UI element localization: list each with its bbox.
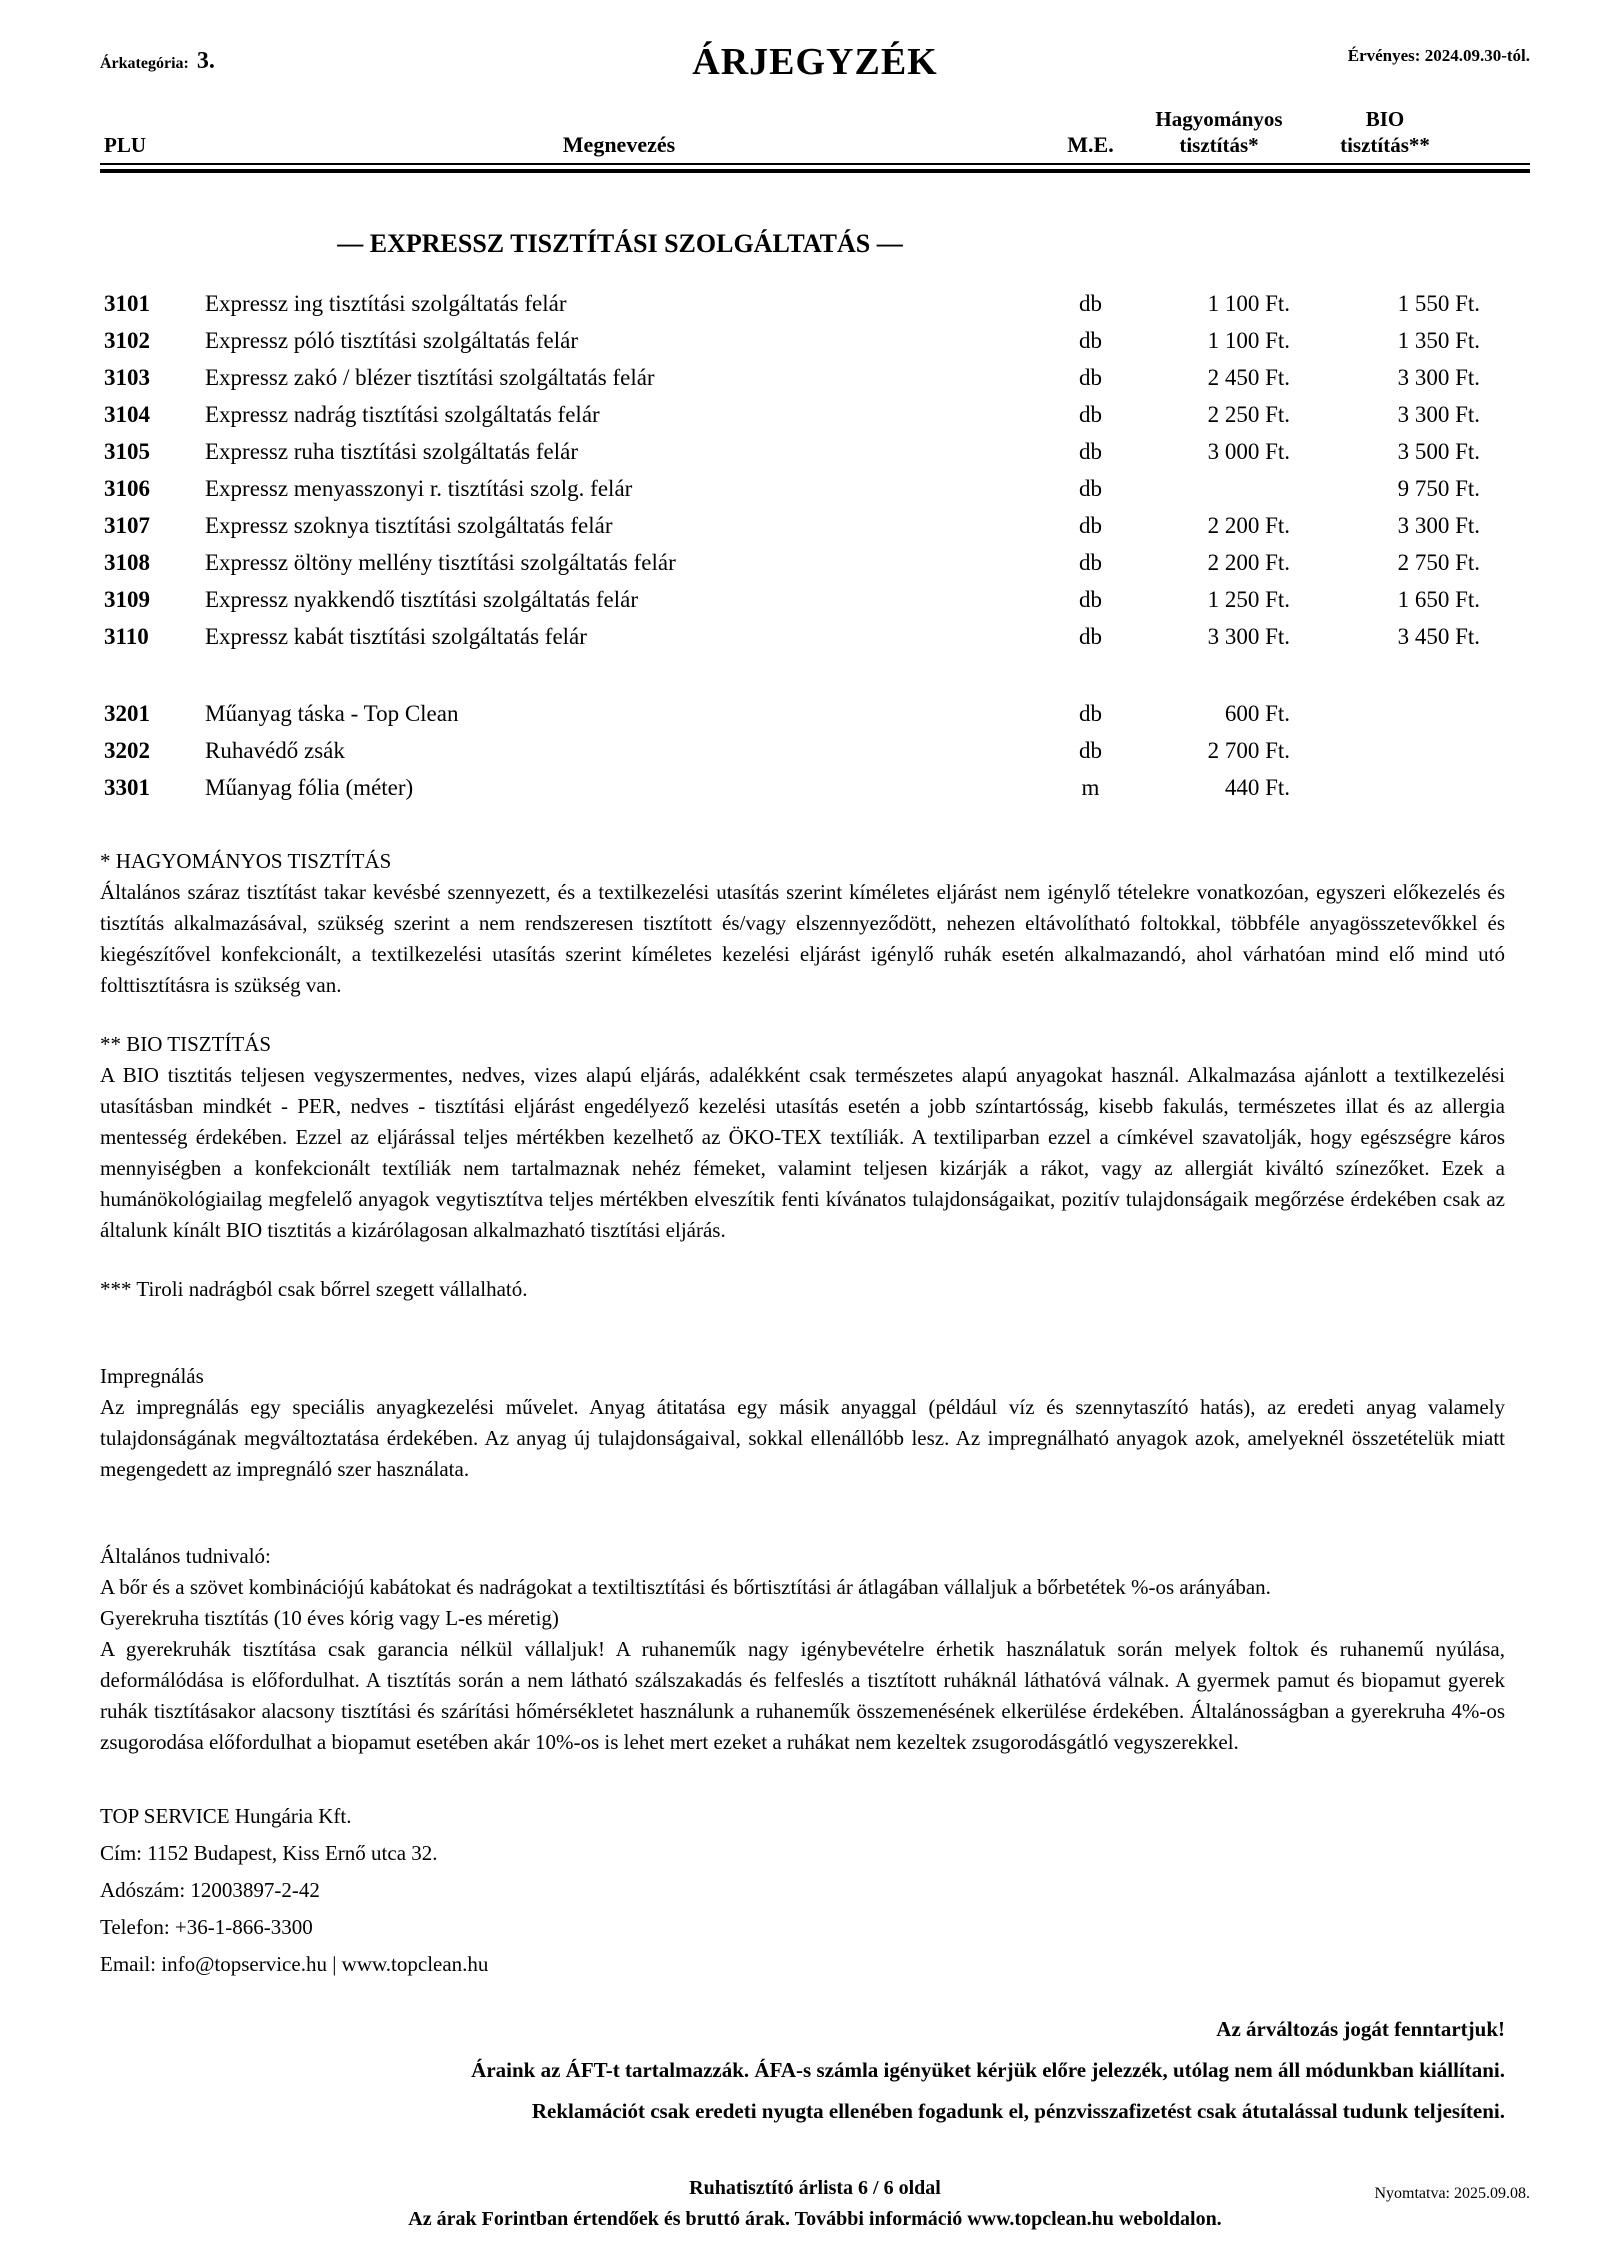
row-name: Expressz nadrág tisztítási szolgáltatás felár — [205, 402, 600, 427]
page-title: ÁRJEGYZÉK — [692, 41, 938, 83]
note-bio-title: ** BIO TISZTÍTÁS — [100, 1032, 272, 1056]
row-plu: 3201 — [104, 701, 150, 726]
note-general-line1: A bőr és a szövet kombinációjú kabátokat és nadrágokat a textiltisztítási és bőrtisztítási ár átlagában vállaljuk a bőrbetétek %-os arányában. — [100, 1575, 1271, 1599]
row-name: Expressz szoknya tisztítási szolgáltatás felár — [205, 513, 613, 538]
note-bio-cleaning — [100, 1029, 1505, 1246]
row-plu: 3103 — [104, 365, 150, 390]
table-row — [100, 544, 1530, 581]
row-bio-price: 1 550 Ft. — [1397, 291, 1480, 316]
note-impregnation-title: Impregnálás — [100, 1364, 204, 1388]
table-row — [100, 285, 1530, 322]
table-row — [100, 322, 1530, 359]
row-name: Műanyag fólia (méter) — [205, 775, 414, 800]
note-bio-body: A BIO tisztitás teljesen vegyszermentes, nedves, vizes alapú eljárás, adalékként csak természetes alapú anyagokat használ. Alkalmazása ajánlott a textilkezelési utasításban mindkét - PER, nedves - tisztítási eljárást engedélyező kezelési utasítás esetén a jobb színtartósság, kisebb fakulás, természetes illat és az allergia mentesség érdekében. Ezzel az eljárással teljes mértékben kezelhető az ÖKO-TEX textíliák. A textiliparban ezzel a címkével szavatolják, hogy egészségre káros mennyiségben a konfekcionált textíliák nem tartalmaznak nehéz fémeket, valamint teljesen kizárják a rákot, vagy az allergiát kiváltó színezőket. Ezek a humánökológiailag megfelelő anyagok vegytisztítva teljes mértékben elveszítik fenti kívánatos tulajdonságaikat, pozitív tulajdonságaik megőrzése érdekében csak az általunk kínált BIO tisztitás a kizárólagosan alkalmazható tisztítási eljárás. — [100, 1063, 1505, 1242]
col-header-traditional-line1: Hagyományos — [1155, 107, 1283, 131]
row-bio-price: 1 650 Ft. — [1397, 587, 1480, 612]
row-bio-price — [1290, 732, 1530, 769]
col-header-name: Megnevezés — [562, 132, 676, 157]
row-plu: 3101 — [104, 291, 150, 316]
col-header-traditional-line2: tisztítás* — [1179, 133, 1259, 157]
row-unit: db — [1079, 402, 1102, 427]
row-name: Expressz póló tisztítási szolgáltatás felár — [205, 328, 578, 353]
table-row — [100, 732, 1530, 769]
row-plu: 3108 — [104, 550, 150, 575]
table-row — [100, 396, 1530, 433]
note-traditional-body: Általános száraz tisztítást takar kevésbé szennyezett, és a textilkezelési utasítás szerint kíméletes eljárást nem igénylő tételekre vonatkozóan, egyszeri előkezelés és tisztítás alkalmazásával, szükség szerint a nem rendszeresen tisztított és/vagy elszennyeződött, nehezen eltávolítható foltokkal, többféle anyagösszetevőkkel és kiegészítővel konfekcionált, a textilkezelési utasítás szerint kíméletes kezelési eljárást igénylő ruhák esetén alkalmazandó, ahol várhatóan mind elő mind utó folttisztításra is szükség van. — [100, 880, 1505, 997]
row-traditional-price: 1 100 Ft. — [1207, 291, 1290, 316]
col-header-unit: M.E. — [1067, 132, 1114, 157]
row-bio-price: 3 450 Ft. — [1397, 624, 1480, 649]
row-bio-price: 1 350 Ft. — [1397, 328, 1480, 353]
note-general-body: A gyerekruhák tisztítása csak garancia nélkül vállaljuk! A ruhaneműk nagy igénybevételre érhetik használatuk során melyek foltok és ruhanemű nyúlása, deformálódása is előfordulhat. A tisztítás során a nem látható szálszakadás és felfeslés a tisztított ruháknál láthatóvá válnak. A gyermek pamut és biopamut gyerek ruhák tisztításakor alacsony tisztítási és szárítási hőmérsékletet használunk a ruhaneműk összemenésének elkerülése érdekében. Általánosságban a gyerekruha 4%-os zsugorodása előfordulhat a biopamut esetében akár 10%-os is lehet mert ezeket a ruhákat nem kezeltek zsugorodásgátló vegyszerekkel. — [100, 1637, 1505, 1754]
company-info — [100, 1798, 1530, 1983]
footer-printed-date: Nyomtatva: 2025.09.08. — [1374, 2185, 1530, 2202]
row-traditional-price: 2 450 Ft. — [1207, 365, 1290, 390]
price-table — [100, 285, 1530, 655]
row-unit: db — [1079, 291, 1102, 316]
row-plu: 3105 — [104, 439, 150, 464]
company-phone: Telefon: +36-1-866-3300 — [100, 1915, 313, 1939]
row-unit: db — [1079, 738, 1102, 763]
row-unit: db — [1079, 513, 1102, 538]
row-plu: 3106 — [104, 476, 150, 501]
table-row — [100, 769, 1530, 806]
row-unit: db — [1079, 701, 1102, 726]
col-header-traditional — [1148, 106, 1290, 158]
note-impregnation-body: Az impregnálás egy speciális anyagkezelési művelet. Anyag átitatása egy másik anyaggal (például víz és szennytaszító hatás), az eredeti anyag valamely tulajdonságának megváltoztatása érdekében. Az anyag új tulajdonságaival, sokkal ellenállóbb lesz. Az impregnálható anyagok azok, amelyeknél összetételük miatt megengedett az impregnáló szer használata. — [100, 1395, 1505, 1481]
row-name: Expressz nyakkendő tisztítási szolgáltatás felár — [205, 587, 639, 612]
row-plu: 3202 — [104, 738, 150, 763]
row-traditional-price — [1148, 470, 1290, 507]
row-bio-price: 3 300 Ft. — [1397, 513, 1480, 538]
table-row — [100, 618, 1530, 655]
page-header — [100, 40, 1530, 104]
footer-price-note: Az árak Forintban értendőek és bruttó árak. További információ www.topclean.hu weboldalon. — [408, 2208, 1222, 2230]
note-traditional-cleaning — [100, 846, 1505, 1001]
row-unit: m — [1081, 775, 1100, 800]
row-traditional-price: 2 200 Ft. — [1207, 550, 1290, 575]
table-row — [100, 695, 1530, 732]
row-name: Expressz ing tisztítási szolgáltatás felár — [205, 291, 567, 316]
row-plu: 3104 — [104, 402, 150, 427]
row-bio-price: 3 300 Ft. — [1397, 365, 1480, 390]
row-plu: 3107 — [104, 513, 150, 538]
table-row — [100, 470, 1530, 507]
company-name: TOP SERVICE Hungária Kft. — [100, 1804, 352, 1828]
note-general-title: Általános tudnivaló: — [100, 1544, 271, 1568]
row-traditional-price: 2 250 Ft. — [1207, 402, 1290, 427]
row-bio-price — [1290, 695, 1530, 732]
company-tax-number: Adószám: 12003897-2-42 — [100, 1878, 320, 1902]
col-header-bio-line2: tisztítás** — [1340, 133, 1430, 157]
row-bio-price — [1290, 769, 1530, 806]
row-bio-price: 9 750 Ft. — [1397, 476, 1480, 501]
price-category-label: Árkategória: — [100, 55, 189, 72]
row-traditional-price: 2 200 Ft. — [1207, 513, 1290, 538]
row-plu: 3110 — [104, 624, 149, 649]
col-header-bio-line1: BIO — [1365, 107, 1405, 131]
valid-from-date: Érvényes: 2024.09.30-tól. — [1347, 46, 1530, 65]
section-title-express: — EXPRESSZ TISZTÍTÁSI SZOLGÁLTATÁS — — [337, 229, 903, 258]
col-header-plu: PLU — [104, 133, 146, 157]
row-plu: 3109 — [104, 587, 150, 612]
note-impregnation — [100, 1361, 1505, 1485]
header-divider-rule — [100, 163, 1530, 173]
company-email: Email: info@topservice.hu | www.topclean.hu — [100, 1952, 489, 1976]
row-bio-price: 3 500 Ft. — [1397, 439, 1480, 464]
row-unit: db — [1079, 365, 1102, 390]
note-general-line2: Gyerekruha tisztítás (10 éves kórig vagy L-es méretig) — [100, 1606, 559, 1630]
row-unit: db — [1079, 550, 1102, 575]
row-unit: db — [1079, 476, 1102, 501]
row-traditional-price: 440 Ft. — [1224, 775, 1290, 800]
row-traditional-price: 3 000 Ft. — [1207, 439, 1290, 464]
table-row — [100, 433, 1530, 470]
page-footer — [100, 2173, 1530, 2235]
row-plu: 3301 — [104, 775, 150, 800]
price-table-accessories — [100, 695, 1530, 806]
row-traditional-price: 1 250 Ft. — [1207, 587, 1290, 612]
table-row — [100, 507, 1530, 544]
row-bio-price: 3 300 Ft. — [1397, 402, 1480, 427]
footer-page-info: Ruhatisztító árlista 6 / 6 oldal — [689, 2177, 941, 2199]
row-name: Expressz kabát tisztítási szolgáltatás felár — [205, 624, 587, 649]
row-traditional-price: 2 700 Ft. — [1207, 738, 1290, 763]
row-traditional-price: 600 Ft. — [1224, 701, 1290, 726]
notice-price-change: Az árváltozás jogát fenntartjuk! — [1216, 2017, 1505, 2041]
row-name: Expressz ruha tisztítási szolgáltatás felár — [205, 439, 578, 464]
row-bio-price: 2 750 Ft. — [1397, 550, 1480, 575]
row-traditional-price: 1 100 Ft. — [1207, 328, 1290, 353]
notice-vat: Áraink az ÁFT-t tartalmazzák. ÁFA-s számla igényüket kérjük előre jelezzék, utólag nem áll módunkban kiállítani. — [471, 2058, 1505, 2082]
notes-section — [100, 846, 1530, 1758]
row-name: Ruhavédő zsák — [205, 738, 345, 763]
row-name: Expressz zakó / blézer tisztítási szolgáltatás felár — [205, 365, 655, 390]
row-unit: db — [1079, 439, 1102, 464]
note-tiroli — [100, 1274, 1505, 1305]
price-category-value: 3. — [196, 48, 215, 74]
note-traditional-title: * HAGYOMÁNYOS TISZTÍTÁS — [100, 849, 392, 873]
note-tiroli-text: *** Tiroli nadrágból csak bőrrel szegett vállalható. — [100, 1277, 528, 1301]
notice-refund: Reklamációt csak eredeti nyugta ellenében fogadunk el, pénzvisszafizetést csak átutalással tudunk teljesíteni. — [531, 2099, 1505, 2123]
col-header-bio — [1290, 106, 1530, 158]
note-general-info — [100, 1541, 1505, 1758]
row-plu: 3102 — [104, 328, 150, 353]
row-unit: db — [1079, 624, 1102, 649]
table-row — [100, 581, 1530, 618]
row-name: Műanyag táska - Top Clean — [205, 701, 459, 726]
row-name: Expressz menyasszonyi r. tisztítási szolg. felár — [205, 476, 633, 501]
row-name: Expressz öltöny mellény tisztítási szolgáltatás felár — [205, 550, 676, 575]
row-unit: db — [1079, 328, 1102, 353]
company-address: Cím: 1152 Budapest, Kiss Ernő utca 32. — [100, 1841, 438, 1865]
table-column-headers — [100, 106, 1530, 158]
row-unit: db — [1079, 587, 1102, 612]
table-row — [100, 359, 1530, 396]
legal-notices — [100, 2009, 1530, 2132]
row-traditional-price: 3 300 Ft. — [1207, 624, 1290, 649]
